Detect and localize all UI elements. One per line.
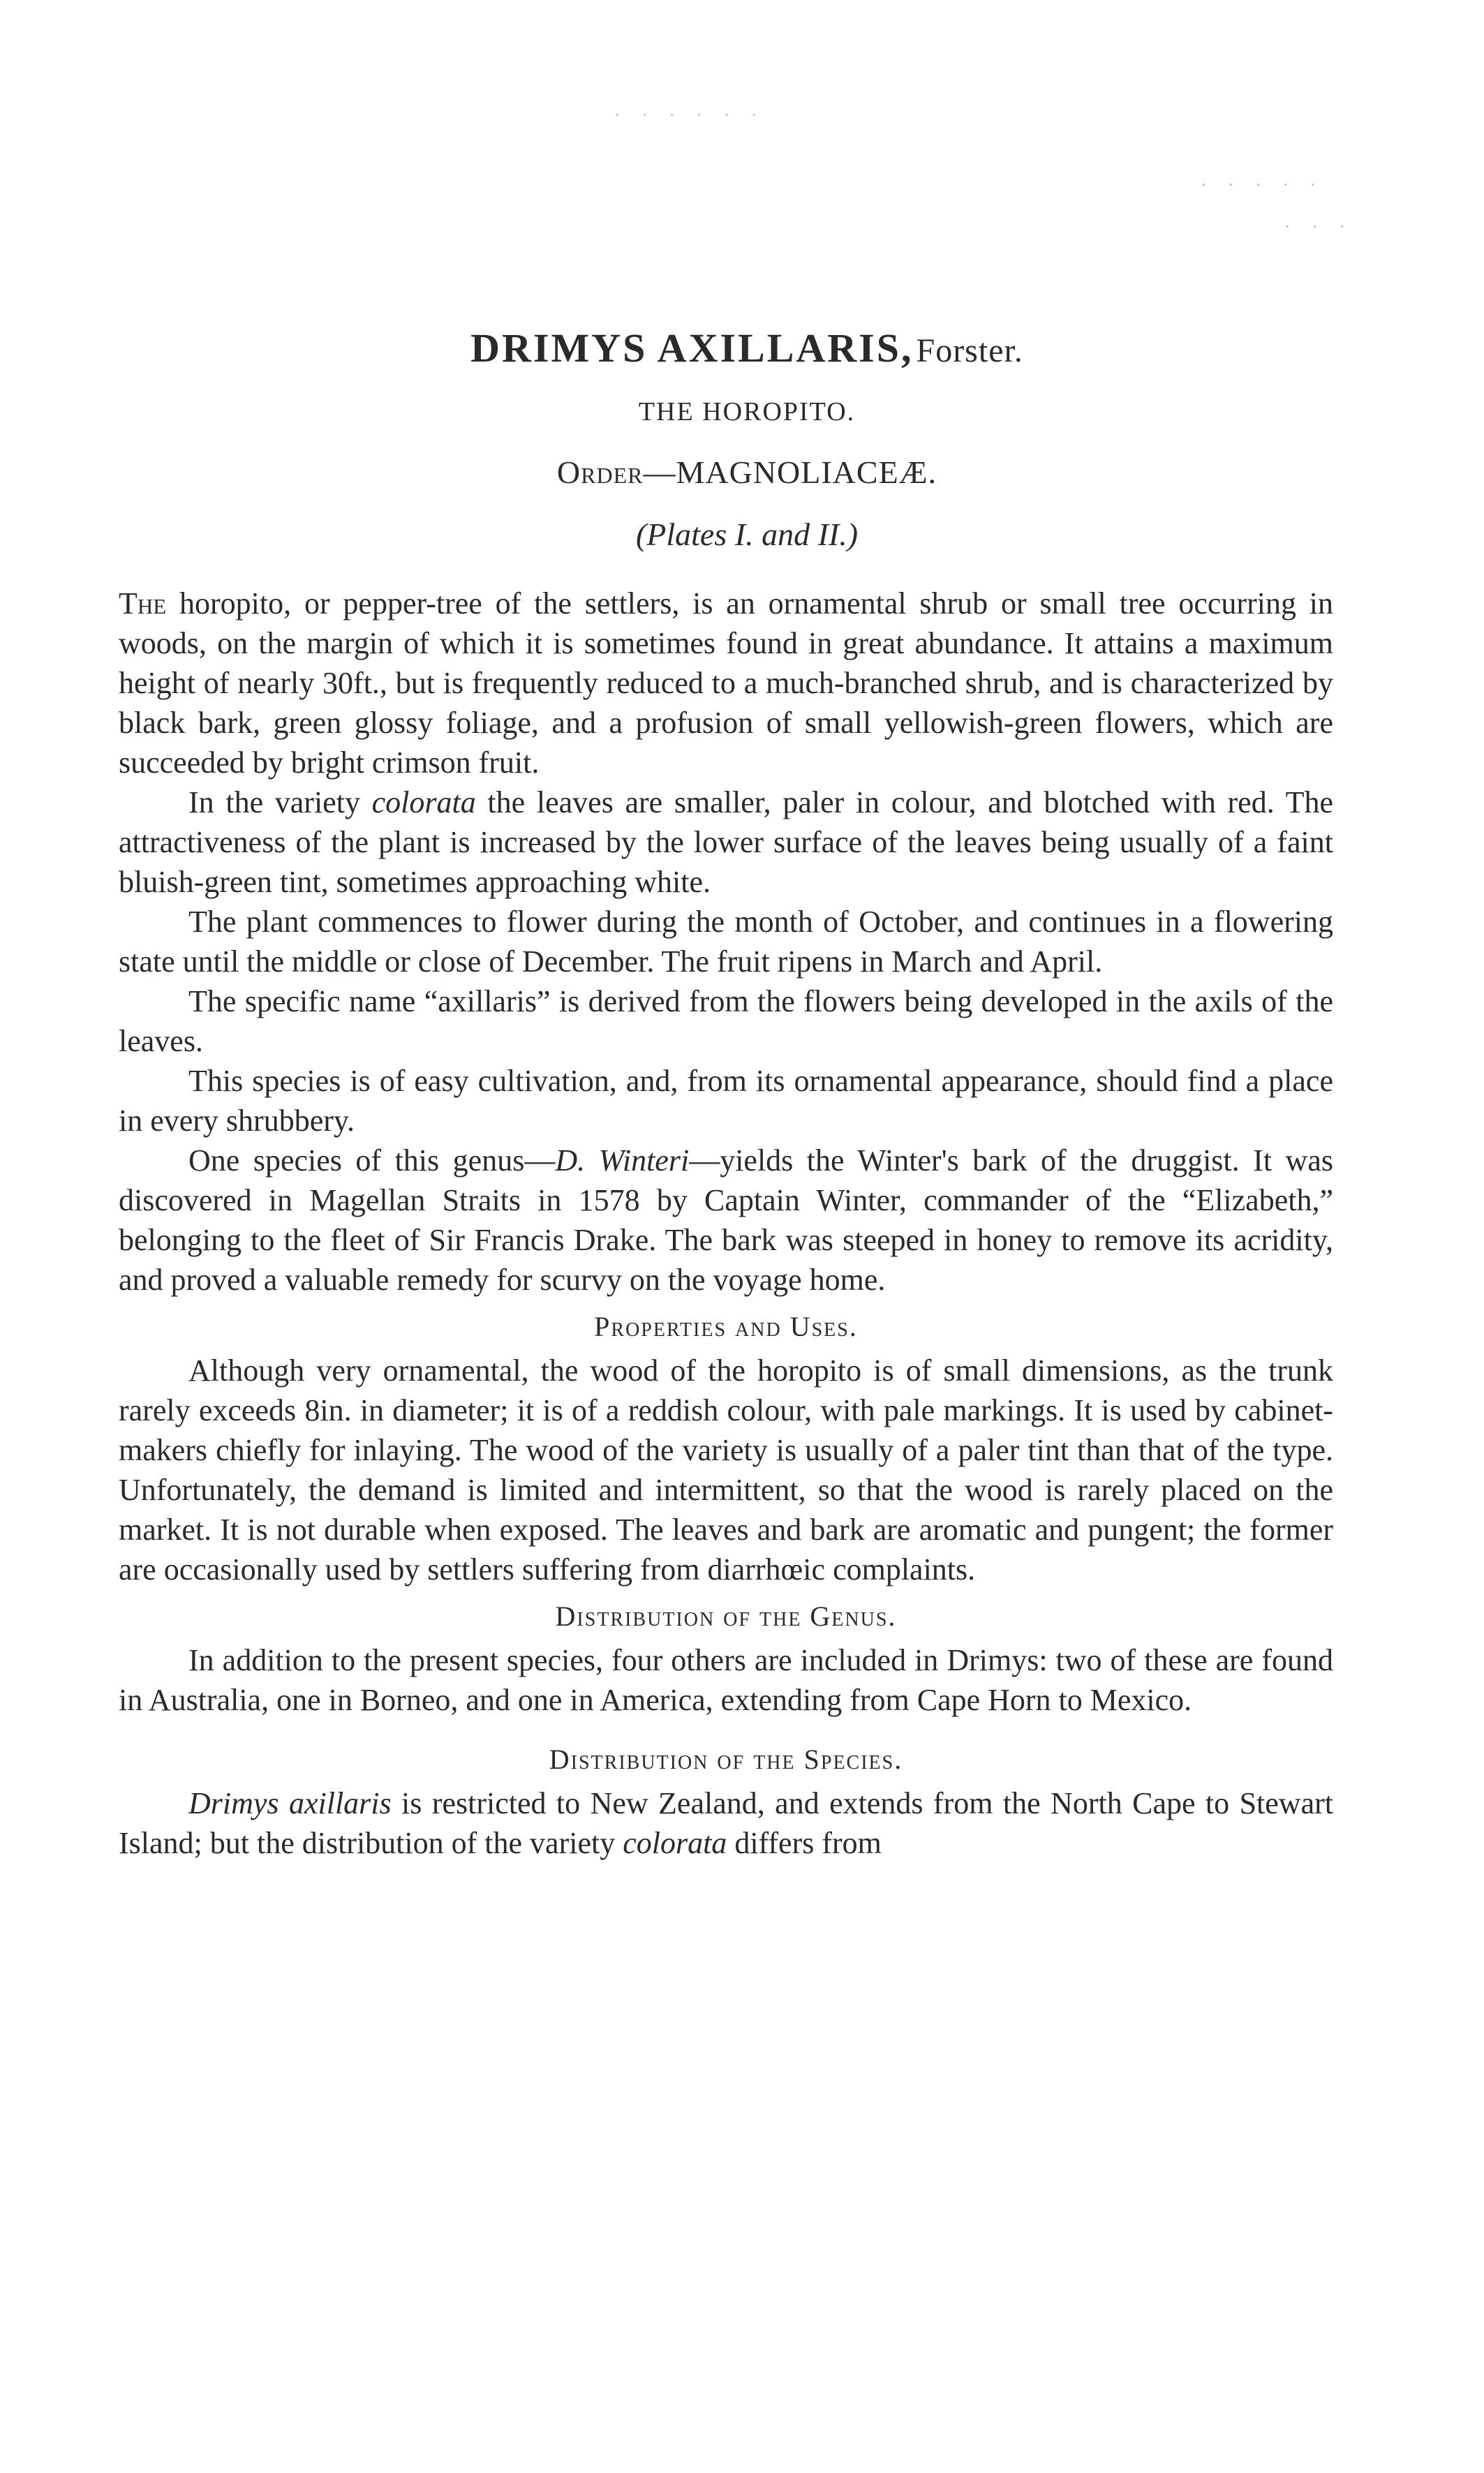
species-title bbox=[161, 325, 1333, 371]
paragraph-properties: Although very ornamental, the wood of the horopito is of small dimensions, as the trunk rarely exceeds 8in. in diameter; it is of a reddish colour, with pale markings. It is used by cabinet-makers chiefly for inlaying. The wood of the variety is usually of a paler tint than that of the type. Unfortunately, the demand is limited and intermittent, so that the wood is rarely placed on the market. It is not durable when exposed. The leaves and bark are aromatic and pungent; the former are occasionally used by settlers suffering from diarrhœic complaints. bbox=[119, 1353, 1333, 1587]
common-name: THE HOROPITO. bbox=[638, 397, 856, 426]
scan-speckle: · · · · · · bbox=[614, 105, 766, 125]
scan-speckle: · · · · · bbox=[1201, 174, 1325, 195]
order-line bbox=[161, 454, 1333, 491]
paragraph-flowering: The plant commences to flower during the month of October, and continues in a flowering state until the middle or close of December. The fruit ripens in March and April. bbox=[119, 905, 1333, 979]
variety-italic: colorata bbox=[623, 1826, 727, 1860]
paragraph-name-origin: The specific name “axillaris” is derived from the flowers being developed in the axils of the leaves. bbox=[119, 984, 1333, 1058]
order-dash: — bbox=[643, 454, 676, 490]
species-winteri: D. Winteri bbox=[555, 1143, 690, 1178]
paragraph-variety: In the variety colorata the leaves are smaller, paler in colour, and blotched with red. The attractiveness of the plant is increased by the lower surface of the leaves being usually of a faint bluish-green tint, sometimes approaching white. bbox=[119, 785, 1333, 899]
paragraph-genus-distribution: In addition to the present species, four others are included in Drimys: two of these are found in Australia, one in Borneo, and one in America, extending from Cape Horn to Mexico. bbox=[119, 1643, 1333, 1717]
document-page bbox=[119, 325, 1333, 1863]
variety-name: colorata bbox=[371, 785, 476, 819]
species-name: DRIMYS AXILLARIS, bbox=[470, 325, 914, 371]
plates-reference: (Plates I. and II.) bbox=[635, 517, 859, 552]
paragraph-species-distribution: Drimys axillaris is restricted to New Zealand, and extends from the North Cape to Stewart Island; but the distribution of the variety colorata differs from bbox=[119, 1786, 1333, 1860]
paragraph-winteri: One species of this genus—D. Winteri—yields the Winter's bark of the druggist. It was discovered in Magellan Straits in 1578 by Captain Winter, commander of the “Elizabeth,” belonging to the fleet of Sir Francis Drake. The bark was steeped in honey to remove its acridity, and proved a valuable remedy for scurvy on the voyage home. bbox=[119, 1143, 1333, 1297]
order-label: Order bbox=[556, 454, 644, 490]
paragraph-cultivation: This species is of easy cultivation, and, from its ornamental appearance, should find a place in every shrubbery. bbox=[119, 1064, 1333, 1138]
heading-genus-distribution: Distribution of the Genus. bbox=[555, 1601, 897, 1632]
heading-species-distribution: Distribution of the Species. bbox=[549, 1744, 903, 1775]
species-italic: Drimys axillaris bbox=[188, 1786, 392, 1820]
heading-properties: Properties and Uses. bbox=[594, 1311, 858, 1342]
order-value: MAGNOLIACEÆ. bbox=[676, 454, 937, 490]
lead-word: The bbox=[119, 586, 167, 621]
scan-speckle: · · · bbox=[1284, 216, 1353, 237]
species-author: Forster. bbox=[916, 332, 1023, 369]
paragraph-intro: The horopito, or pepper-tree of the settlers, is an ornamental shrub or small tree occurring in woods, on the margin of which it is sometimes found in great abundance. It attains a maximum height of nearly 30ft., but is frequently reduced to a much-branched shrub, and is characterized by black bark, green glossy foliage, and a profusion of small yellowish-green flowers, which are succeeded by bright crimson fruit. bbox=[119, 586, 1333, 780]
